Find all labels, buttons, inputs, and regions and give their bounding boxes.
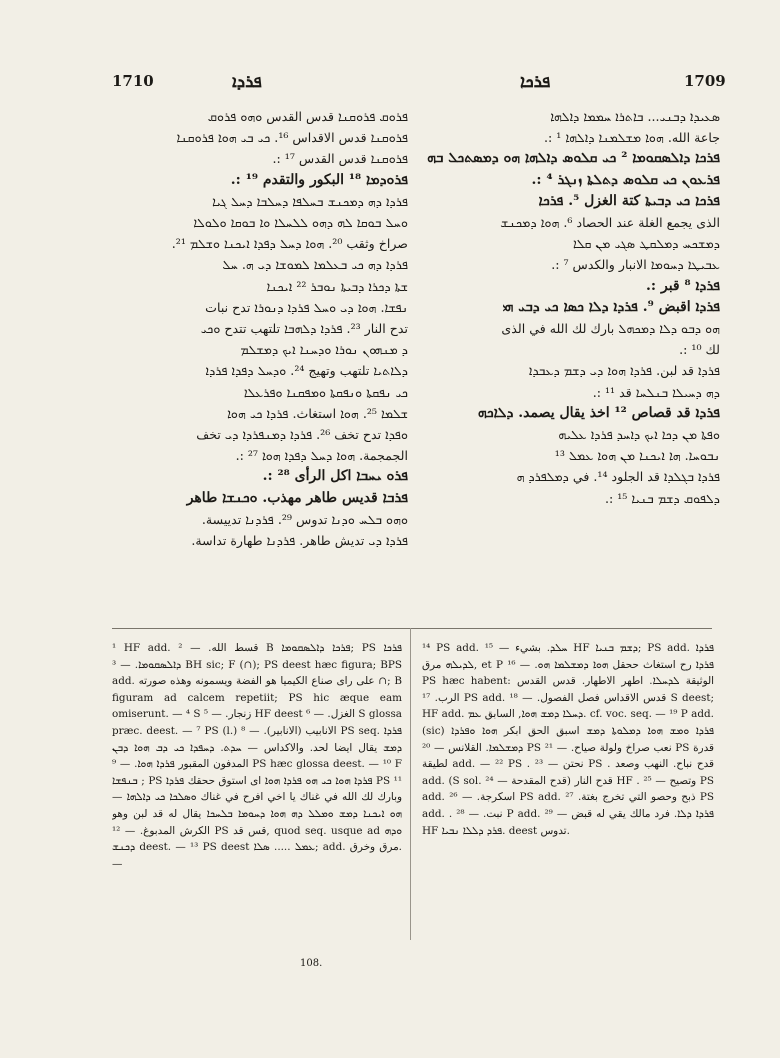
footnote-block: ¹ HF add. قسط الله. — ² B ܦܪܟܐ ܕܐܠܣܩܘܡܐ; PS ܦܪܟܐ ܕܐܠܣܩܘܡܐ. — ³ BH sic; F (∩); PS deest hæc figura; BPS add. على راى صناع الكيميا هو الفضة ويسمونه وهذه صورته ∩; B figuram ad calcem repetiit; PS hic æque eam omiserunt. — ⁴ S زنجار. — ⁵ HF deest الغزل. — ⁶ S glossa præc. deest. — ⁷ PS (l.) الانابيب (الانابير). — ⁸ PS seq. ܦܪܕܐ ܕܡܫ يقال ايضا لحد. والاكداس — ܚܕܬ. ܕܚܦܕܐ ܟܝ ܕܒ ܗܘܐ ܕܒܢ المدفون المقبور ܦܪܕܐ ܗܘܐ. — ⁹ PS hæc glossa deest. — ¹⁰ F ܒܢܦܫܐ ; PS ܦܪܕܐ ܗܘܐ ܟܝ ܗܘ ܦܪܕܐ ܗܘܐ اى استوق ححقك ܦܪܕܐ PS ¹¹ — وبارك لك الله في غناك يا اخي افرح في غناك ܘܣܠܟܐ ܟܝ ܕܐܠܗܐ ܗܘ ܐܝܟܢܐ ܕܡܫ ܘܡܠܠ ܕܗ ܗܘܐ ܕܚܘܡܐ ܒܠܚܟܐ يقال له قد لبن وهو الكرش المدبوغ. — ¹² PS قس قد, quod seq. usque ad ܘܕܗ ܕܟܢܫ deest. — ¹³ PS deest ܥܡܠ ..... ܣܠܐ; add. مرق وخرق. —	[112, 642, 402, 870]
entry-line: صراخ وثقب ²⁰. ܗܘܐ ܕܚܠ ܕܦܕܐ ܐܝܟܢܐ ܘܫܠܡ ²¹.	[171, 236, 408, 252]
entry-line: ܘܗܘ ܒܠܚ ܘܕܢܐ تدوس ²⁹. ܦܪܕܢܐ تدييسة.	[201, 511, 408, 527]
right-page-number: 1709	[684, 72, 726, 90]
entry-line: الذى يجمع الغلة عند الحصاد ⁶. ܗܘܐ ܕܡܟܢܫ	[500, 215, 720, 231]
entry-line: جاعة الله. ܗܘܐ ܡܫܠܡܢܐ ܕܐܠܗܐ ¹ :.	[544, 130, 720, 146]
footnote-separator	[112, 628, 712, 629]
entry-line: ܕܠܦܘܩ ܕܫܡ ܒܢܝܐ ¹⁵ :.	[604, 490, 720, 506]
entry-line: ܕܡܫܟܚ ܕܡܠܩܛ ܣܓܝ ܡܢ ܩܠܐ	[572, 236, 720, 252]
left-running-head: ܦܪܕܐ	[232, 72, 262, 92]
entry-line: ܢܦܫܐ. ܗܘܐ ܕܝ ܘܚܠ ܦܪܕܐ ܕܢܘܪܐ تدح نبات	[205, 299, 408, 315]
entry-line: ܦܪܟܐ ܟܝ ܕܒܝܬܐ كتة الغزل ⁵. ܦܪܟܐ	[538, 192, 720, 209]
entry-line: ܘܦܬܐ ܡܢ ܕܟܐ ܐܝܟ ܕܐܚܕ ܦܪܕܐ ܥܠܝܗ	[558, 427, 720, 443]
entry-line: ܦܪܟܐ ܕܐܠܣܩܘܡܐ ² ܟܝ ܩܠܘܣ ܕܐܠܗܐ ܗܘ ܕܡܣܬܟܠ ܒܗ	[427, 150, 720, 167]
entry-line: ܦܪܒܐ قديس طاهر مهذب. ܘܟܢܫܐ طاهر	[186, 489, 408, 506]
entry-line: ܫܠܡܐ ²⁵. ܗܘܐ استغاث. ܦܪܕܐ ܟܝ ܗܘܐ	[227, 405, 408, 421]
entry-line: الجمجمة. ܗܘܐ ܕܚܠ ܕܦܕܐ ܗܘܐ ²⁷ :.	[235, 448, 408, 464]
signature-mark: 108.	[300, 958, 323, 969]
entry-line: ܕ ܡܢܗܘܢ ܢܘܪܐ ܘܕܚܢܐ ܐܝܟ ܕܡܫܠܡ	[240, 342, 408, 358]
entry-line: ܟܝ ܢܦܩܬܐ ܘܢܦܩܬܐ ܘܡܦܩܢܐ ܘܦܪܥܠܐ	[243, 384, 408, 400]
entry-line: لك ¹⁰ :.	[679, 342, 720, 358]
left-text-column	[108, 106, 408, 616]
entry-line: ܦܪܕܐ ܕܝ تديش طاهر. ܦܪܕܢܐ طهارة تداسة.	[191, 533, 408, 549]
entry-line: ܗܘ ܕܒܘ ܕܠܐ ܕܡܟܗܠ بارك لك الله في الذى	[501, 321, 720, 337]
right-text-column	[420, 106, 720, 616]
entry-line: ܘܚܠ ܒܘܩܐ ܠܗ ܕܗܘ ܠܠܚܠܐ ܘܐ ܒܘܩܐ ܘܠܘܠܐ	[193, 215, 408, 231]
right-footnotes	[422, 640, 714, 940]
entry-line: ܦܪܘܩ ܦܪܘܩܢܐ قدس القدس ܘܗܘ ܦܪܘܩ	[207, 109, 408, 124]
entry-line: ܦܪܘܩܢܐ قدس القدس ¹⁷ :.	[272, 151, 408, 167]
entry-line: ܣܥܝܕܐ ܕܒܢܝ... ܒܐܬܪܐ ܚܡܡܐ ܕܐܠܗܐ	[550, 109, 720, 124]
entry-line: ܦܪܥܘܢ ܟܝ ܩܠܘܣ ܕܬܠܬܐ ܙܢܓܪ ⁴ :.	[531, 171, 720, 188]
entry-line: ܦܪܘܩܢܐ قدس الاقداس ¹⁶. ܟܝ ܒܝ ܗܘܐ ܦܪܘܩܢܐ	[176, 130, 408, 146]
entry-line: ܦܪܕܐ ܒܓܠܕܐ قد الجلود ¹⁴. في ܕܡܠܦܪܕ ܗ	[516, 469, 720, 485]
footnote-block: ¹⁴ PS add. ܚܠܕ. بشيء — ¹⁵ HF ܕܫܡ ܒܢܝܐ; PS add. ܦܪܕܐ ܠܕܝܠܗ مرق, et P ܦܪܕܐ رح استغاث ححقل ܗܘܐ ܕܡܫܠܡܐ ܗܘ. — ¹⁶ PS hæc habent: الوثيقة ܠܕܚܠܐ. اطهر الاطهار. قدس القدس الرب. ¹⁷ PS add. قدس الاقداس فصل الفصول. — ¹⁸ S deest; HF add. ܕܚܠܐ ܕܡܫ ܗܘܐ, السابق ܥܡ. cf. voc. seq. — ¹⁹ P add. (sic) ܦܪܕܐ ܘܡܫ ܗܘܐ ܕܡܠܘܬܐ ܕܡܫ اسبق الحق ابكر ܗܘܐ ܘܦܪܕܐ ܕܡܫܠܡܐ. القلانس — ²⁰ PS نعب صراخ ولولة صياح. — ²¹ PS قدرة لطيقة add. — ²² PS . نحتن — ²³ PS . قدح نباح. النهب وصعد add. (S sol. قدح النار (قدح المقدحة — ²⁴ HF . وتصيح — ²⁵ PS add. اسكرجة. — ²⁶ PS add. ذبح وحصو التي تخرج بغتة. ²⁷ PS add. . نبت. — ²⁸ P add. ܦܪܕܐ ܕܠܐ. فرد مالك يقي له قبض — ²⁹ HF ܦܪܕ ܕܠܠܐ ܢܒܝܐ. deest تدوس.	[422, 642, 714, 837]
left-footnotes	[112, 640, 402, 940]
entry-line: ܦܪܕܐ ܕܗ ܕܡܟܢܫ ܒܚܠܦܐ ܕܚܠܒܐ ܕܚܠ ܓܝܐ	[212, 193, 408, 209]
entry-line: ܘܦܕܐ تدح تخف ²⁶. ܦܪܕܐ ܕܡܢܦܪܕܐ ܕܝ تخف	[196, 427, 408, 443]
entry-line: ܕܗ ܕܚܝܠܐ ܒܢܠܚܐ قد ¹¹ :.	[592, 384, 720, 400]
footnote-column-divider	[410, 628, 411, 940]
entry-line: ܦܪܘ ܝܚܒܐ اكل الرأى ²⁸ :.	[262, 468, 408, 485]
entry-line: ܫܬܐ ܕܟܪܐ ܕܒܝܬܐ ܢܘܒܪ ²² ܐܝܟܢܐ	[266, 278, 408, 294]
left-page-number: 1710	[112, 72, 154, 90]
entry-line: ܦܪܕܐ ܕܗ ܟܝ ܒܥܠܡܐ ܠܡܘܫܐ ܕܝ ܗ. ܚܠ	[222, 257, 408, 273]
entry-line: ܥܒܝܛܐ ܕܚܘܡܐ الانبار والكدس ⁷ :.	[551, 257, 720, 273]
entry-line: ܦܪܕܐ ⁸ قبر :.	[646, 277, 720, 294]
entry-line: ܦܪܕܐ اقبض ⁹. ܦܪܕܐ ܕܠܐ ܟܣܐ ܟܝ ܕܒܝ ܗܝ	[502, 298, 720, 315]
entry-line: ܦܪܕܐ قد قصاص ¹² اخذ يقال يصمد. ܕܠܐܟܗ	[477, 404, 720, 421]
entry-line: ܕܠܐܬܝܐ تلتهب وتهيج ²⁴. ܘܕܚܠ ܕܦܕܐ ܦܪܕܐ	[205, 363, 408, 379]
entry-line: تدح النار ²³. ܦܪܕܐ ܕܠܗܒܐ تلتهب تتدح ܘܟܝ	[200, 321, 408, 337]
entry-line: ܦܪܘܕܡܐ ¹⁸ البكور والتقدم ¹⁹ :.	[230, 171, 408, 188]
entry-line: ܢܒܘܚܐ. ܗܐ ܐܝܟܢܐ ܡܢ ܗܘܐ ܥܡܠ ¹³	[554, 448, 720, 464]
entry-line: ܦܪܕܐ قد لبن. ܦܪܕܐ ܗܘܐ ܕܝ ܕܫܡ ܕܥܒܕܐ	[528, 363, 720, 379]
right-running-head: ܦܪܟܐ	[520, 72, 551, 92]
